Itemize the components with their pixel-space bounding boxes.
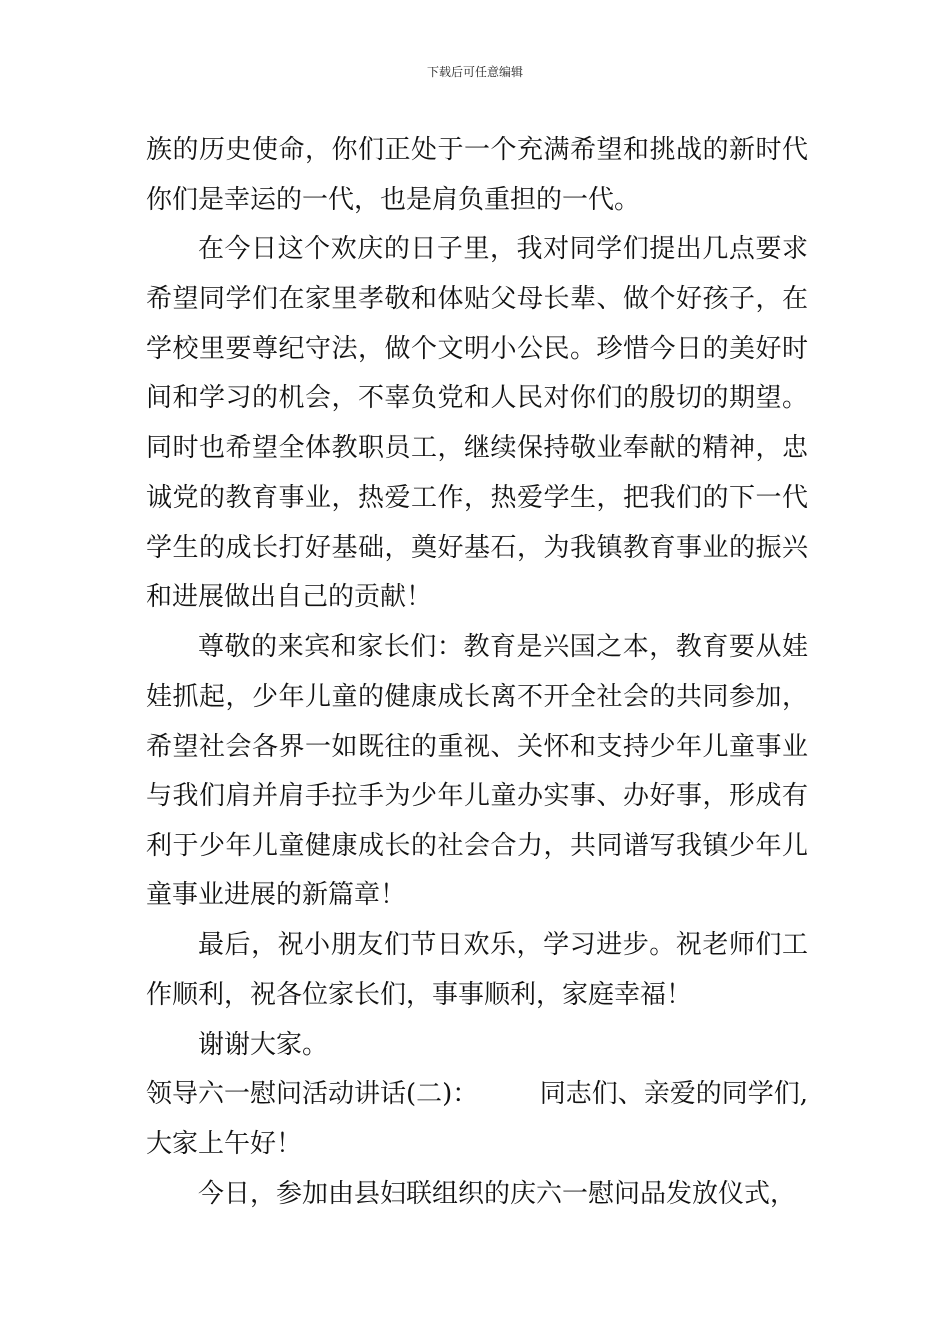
text-line: 和进展做出自己的贡献！: [146, 582, 433, 612]
text-line: 在今日这个欢庆的日子里，我对同学们提出几点要求: [198, 234, 808, 264]
text-line: 大家上午好！: [146, 1129, 303, 1159]
text-line: 学生的成长打好基础，奠好基石，为我镇教育事业的振兴: [146, 533, 808, 563]
text-line: 尊敬的来宾和家长们：教育是兴国之本，教育要从娃: [198, 632, 808, 662]
section-greeting: 同志们、亲爱的同学们,: [539, 1079, 808, 1109]
text-line: 与我们肩并肩手拉手为少年儿童办实事、办好事，形成有: [146, 781, 808, 811]
text-line: 希望社会各界一如既往的重视、关怀和支持少年儿童事业: [146, 732, 808, 762]
text-line: 作顺利，祝各位家长们，事事顺利，家庭幸福！: [146, 980, 693, 1010]
section-heading-line: [146, 1076, 808, 1112]
text-line: 希望同学们在家里孝敬和体贴父母长辈、做个好孩子，在: [146, 284, 808, 314]
text-line: 学校里要尊纪守法，做个文明小公民。珍惜今日的美好时: [146, 334, 808, 364]
page-header: 下载后可任意编辑: [426, 65, 523, 79]
text-line: 今日，参加由县妇联组织的庆六一慰问品发放仪式，: [198, 1179, 797, 1209]
text-line: 诚党的教育事业，热爱工作，热爱学生，把我们的下一代: [146, 483, 808, 513]
text-line: 童事业进展的新篇章！: [146, 880, 407, 910]
text-line: 间和学习的机会，不辜负党和人民对你们的殷切的期望。: [146, 383, 808, 413]
text-line: 族的历史使命，你们正处于一个充满希望和挑战的新时代: [146, 135, 808, 165]
text-line: 同时也希望全体教职员工，继续保持敬业奉献的精神，忠: [146, 433, 808, 463]
text-line: 最后，祝小朋友们节日欢乐，学习进步。祝老师们工: [198, 930, 808, 960]
text-line: 谢谢大家。: [198, 1030, 329, 1060]
text-line: 娃抓起，少年儿童的健康成长离不开全社会的共同参加，: [146, 682, 808, 712]
text-line: 利于少年儿童健康成长的社会合力，共同谱写我镇少年儿: [146, 831, 808, 861]
text-line: 你们是幸运的一代，也是肩负重担的一代。: [146, 185, 641, 215]
section-title: 领导六一慰问活动讲话(二)：: [146, 1079, 479, 1109]
